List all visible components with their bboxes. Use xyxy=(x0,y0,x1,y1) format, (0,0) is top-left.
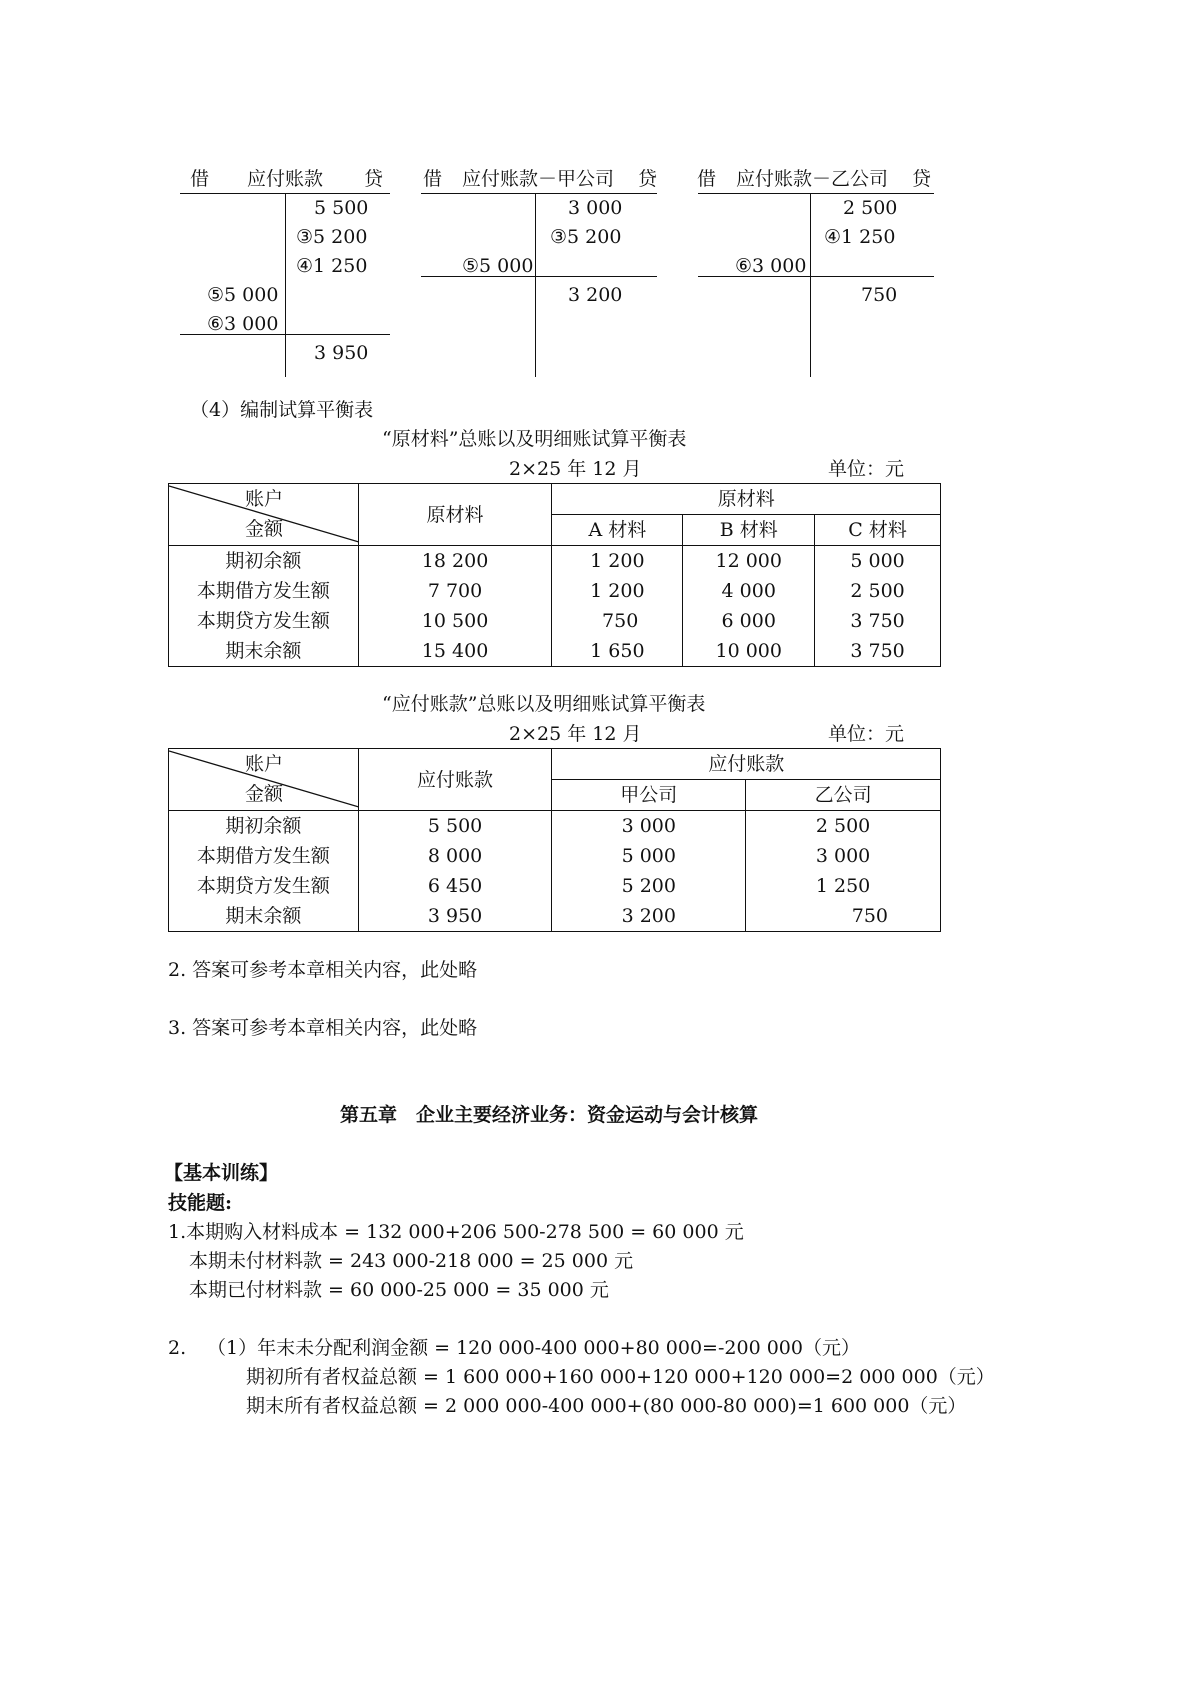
table1-sub-col-header: C 材料 xyxy=(815,515,941,546)
table2-sub-col-header: 乙公司 xyxy=(746,780,941,811)
t-account-entry: ③5 200 xyxy=(550,226,622,248)
t-account-entry: 2 500 xyxy=(843,197,898,219)
cell: 3 750 xyxy=(815,606,941,636)
cell: 7 700 xyxy=(358,576,552,606)
cell: 18 200 xyxy=(358,546,552,577)
corner-top-label: 账户 xyxy=(245,753,284,775)
corner-bottom-label: 金额 xyxy=(245,783,284,805)
t-account-entry: ⑥3 000 xyxy=(735,255,807,277)
q2-line: 期初所有者权益总额 = 1 600 000+160 000+120 000+120 000=2 000 000（元） xyxy=(246,1366,995,1388)
t-account-entry: 5 500 xyxy=(314,197,369,219)
t-account-entry: ③5 200 xyxy=(296,226,368,248)
t-account-entry: ④1 250 xyxy=(296,255,368,277)
table2-unit: 单位：元 xyxy=(828,723,905,745)
row-label: 本期贷方发生额 xyxy=(169,606,359,636)
table2-sub-col-header: 甲公司 xyxy=(552,780,746,811)
table2-group-header: 应付账款 xyxy=(552,749,941,780)
cell: 3 000 xyxy=(552,811,746,842)
table-row xyxy=(169,811,941,842)
cell: 750 xyxy=(552,606,683,636)
table1 xyxy=(168,483,941,667)
q1-line: 1.本期购入材料成本 = 132 000+206 500-278 500 = 60 000 元 xyxy=(168,1221,744,1243)
t-account-entry: 750 xyxy=(861,284,898,306)
row-label: 期末余额 xyxy=(169,901,359,932)
cell: 2 500 xyxy=(746,811,941,842)
q2-number: 2. xyxy=(168,1337,187,1359)
cell: 1 650 xyxy=(552,636,683,667)
cell: 5 200 xyxy=(552,871,746,901)
row-label: 期初余额 xyxy=(169,811,359,842)
step-heading: （4）编制试算平衡表 xyxy=(190,399,374,421)
table1-date: 2×25 年 12 月 xyxy=(509,458,642,480)
table2-date: 2×25 年 12 月 xyxy=(509,723,642,745)
corner-top-label: 账户 xyxy=(245,488,284,510)
cell: 3 200 xyxy=(552,901,746,932)
table-row xyxy=(169,901,941,932)
table-row xyxy=(169,546,941,577)
q1-line: 本期已付材料款 = 60 000-25 000 = 35 000 元 xyxy=(189,1279,609,1301)
t-account-debit-label: 借 xyxy=(697,168,717,190)
table1-sub-col-header: A 材料 xyxy=(552,515,683,546)
cell: 3 000 xyxy=(746,841,941,871)
cell: 8 000 xyxy=(358,841,552,871)
t-account-credit-label: 贷 xyxy=(638,168,658,190)
subsection-heading: 技能题: xyxy=(168,1192,233,1214)
cell: 6 000 xyxy=(683,606,815,636)
answer-2: 2. 答案可参考本章相关内容，此处略 xyxy=(168,959,478,981)
t-account-entry: 3 000 xyxy=(568,197,623,219)
cell: 750 xyxy=(746,901,941,932)
cell: 10 500 xyxy=(358,606,552,636)
cell: 5 500 xyxy=(358,811,552,842)
section-heading: 【基本训练】 xyxy=(164,1162,279,1184)
table-row xyxy=(169,606,941,636)
table2-main-col-header: 应付账款 xyxy=(358,749,552,811)
cell: 4 000 xyxy=(683,576,815,606)
t-account-credit-label: 贷 xyxy=(364,168,384,190)
table1-group-header: 原材料 xyxy=(552,484,941,515)
corner-bottom-label: 金额 xyxy=(245,518,284,540)
table1-title: “原材料”总账以及明细账试算平衡表 xyxy=(382,428,687,450)
table2-corner-cell xyxy=(169,749,359,811)
row-label: 期末余额 xyxy=(169,636,359,667)
table-row xyxy=(169,636,941,667)
t-account-title: 应付账款－甲公司 xyxy=(462,168,615,190)
table-row xyxy=(169,841,941,871)
cell: 15 400 xyxy=(358,636,552,667)
cell: 10 000 xyxy=(683,636,815,667)
answer-3: 3. 答案可参考本章相关内容，此处略 xyxy=(168,1017,478,1039)
t-account-entry: ④1 250 xyxy=(824,226,896,248)
table-row xyxy=(169,871,941,901)
row-label: 本期借方发生额 xyxy=(169,576,359,606)
t-account-debit-label: 借 xyxy=(423,168,443,190)
t-account-entry: 3 950 xyxy=(314,342,369,364)
t-account-entry: ⑤5 000 xyxy=(462,255,534,277)
row-label: 本期贷方发生额 xyxy=(169,871,359,901)
cell: 2 500 xyxy=(815,576,941,606)
cell: 12 000 xyxy=(683,546,815,577)
t-account-debit-label: 借 xyxy=(190,168,210,190)
table-row xyxy=(169,576,941,606)
q2-line: （1）年末未分配利润金额 = 120 000-400 000+80 000=-200 000（元） xyxy=(207,1337,860,1359)
t-account-entry: ⑥3 000 xyxy=(207,313,279,335)
cell: 5 000 xyxy=(815,546,941,577)
table2 xyxy=(168,748,941,932)
cell: 3 750 xyxy=(815,636,941,667)
t-account-title: 应付账款 xyxy=(247,168,324,190)
cell: 1 200 xyxy=(552,576,683,606)
table1-corner-cell xyxy=(169,484,359,546)
t-account-credit-label: 贷 xyxy=(912,168,932,190)
table1-sub-col-header: B 材料 xyxy=(683,515,815,546)
row-label: 本期借方发生额 xyxy=(169,841,359,871)
chapter-title: 第五章 企业主要经济业务：资金运动与会计核算 xyxy=(340,1104,759,1126)
cell: 1 200 xyxy=(552,546,683,577)
q2-line: 期末所有者权益总额 = 2 000 000-400 000+(80 000-80 000)=1 600 000（元） xyxy=(246,1395,967,1417)
cell: 6 450 xyxy=(358,871,552,901)
q1-line: 本期未付材料款 = 243 000-218 000 = 25 000 元 xyxy=(189,1250,634,1272)
table2-title: “应付账款”总账以及明细账试算平衡表 xyxy=(382,693,706,715)
row-label: 期初余额 xyxy=(169,546,359,577)
cell: 3 950 xyxy=(358,901,552,932)
t-account-entry: 3 200 xyxy=(568,284,623,306)
t-account-entry: ⑤5 000 xyxy=(207,284,279,306)
cell: 5 000 xyxy=(552,841,746,871)
table1-main-col-header: 原材料 xyxy=(358,484,552,546)
cell: 1 250 xyxy=(746,871,941,901)
t-account-title: 应付账款－乙公司 xyxy=(736,168,889,190)
table1-unit: 单位：元 xyxy=(828,458,905,480)
